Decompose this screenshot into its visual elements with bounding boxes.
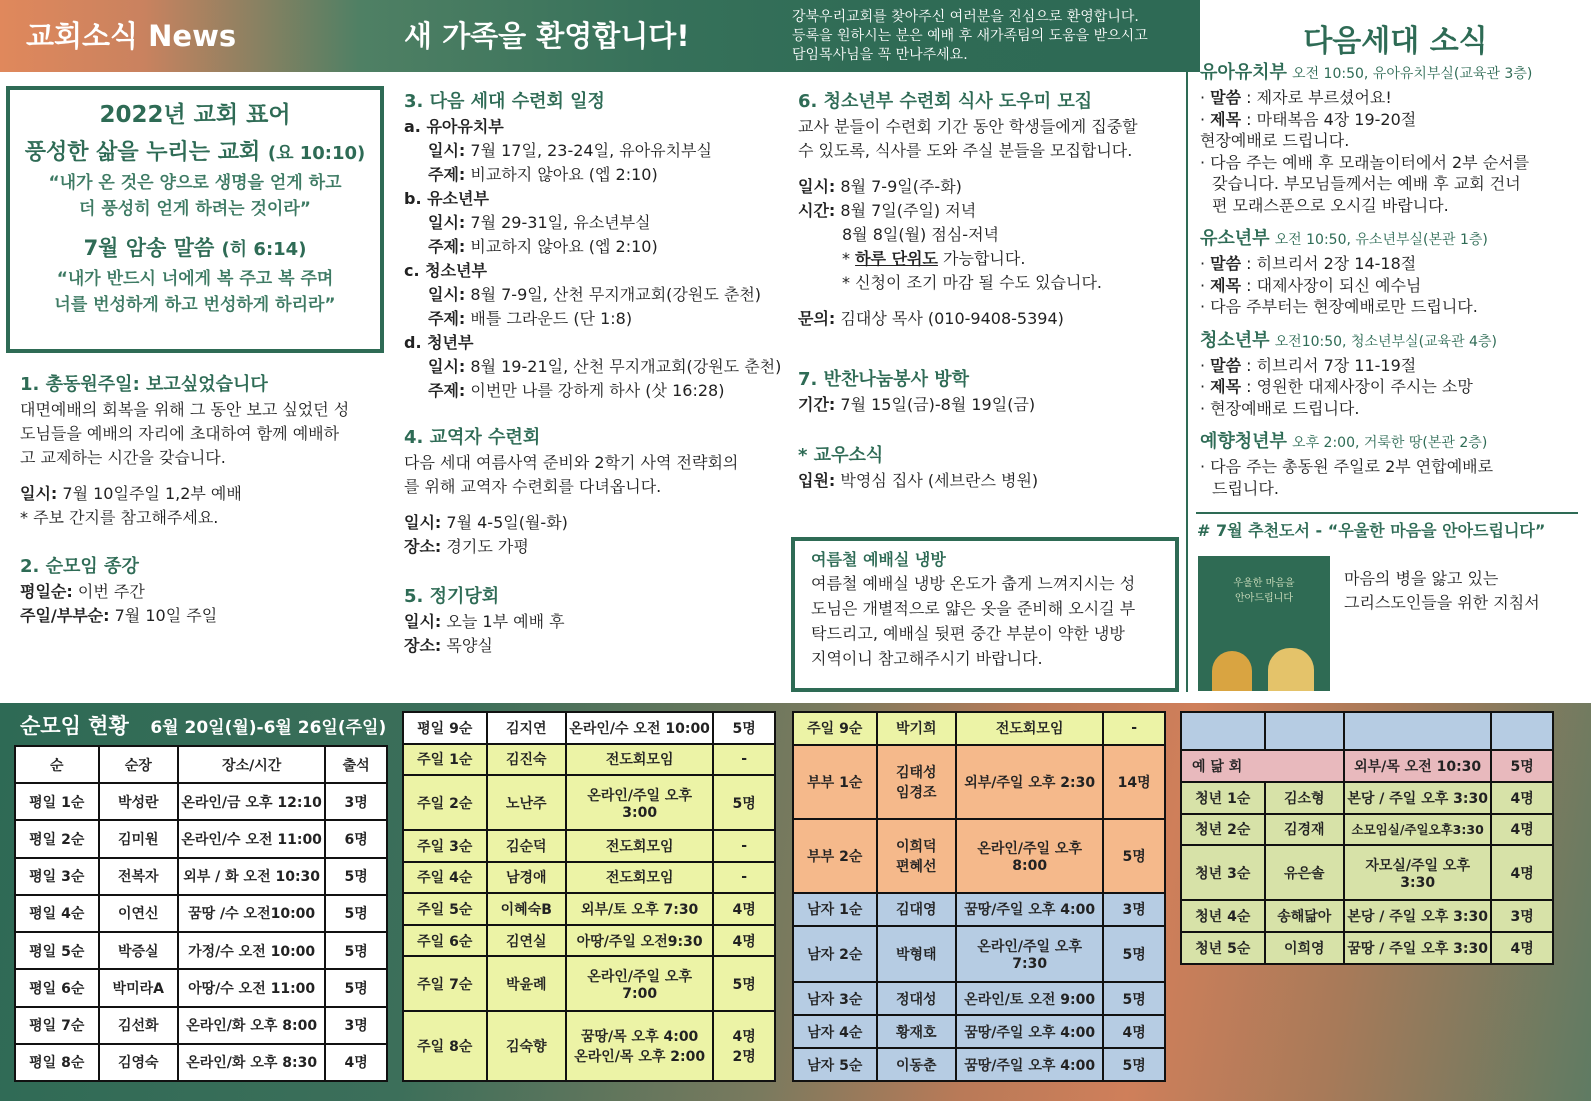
cell-table-sunday (402, 711, 776, 1082)
table-row: 남자 3순 정대성 온라인/토 오전 9:00 5명 (793, 982, 1165, 1015)
next-gen-title: 다음세대 소식 (1303, 24, 1488, 59)
table-row: 주일 9순 박기희 전도회모임 - (793, 712, 1165, 745)
table-row: 평일 9순 김지연 온라인/수 오전 10:00 5명 (403, 712, 775, 744)
column-divider (1186, 72, 1188, 692)
cells-title: 순모임 현황 (20, 714, 129, 738)
cell-table-weekday (14, 745, 388, 1082)
cell-table-young-adults (1180, 711, 1554, 965)
memory-verse: “내가 반드시 너에게 복 주고 복 주며 너를 번성하게 하고 번성하게 하리라” (54, 269, 336, 315)
news-title: 교회소식 News (26, 19, 237, 53)
table-row: 청년 5순 이희영 꿈땅 / 주일 오후 3:30 4명 (1181, 932, 1553, 964)
table-header-row: 순 순장 장소/시간 출석 (15, 746, 387, 783)
infant-title: 유아유치부 (1200, 62, 1287, 83)
table-row: 청년 2순 김경재 소모임실/주일오후3:30 4명 (1181, 814, 1553, 846)
memory-title: 7월 암송 말씀 (83, 236, 215, 260)
motto-verse: “내가 온 것은 양으로 생명을 얻게 하고 더 풍성히 얻게 하려는 것이라” (48, 173, 342, 219)
book-cover-image: 우울한 마음을 안아드립니다 (1198, 556, 1330, 691)
s6-title: 6. 청소년부 수련회 식사 도우미 모집 (798, 91, 1093, 112)
table-row: 남자 2순 박형태 온라인/주일 오후 7:30 5명 (793, 926, 1165, 983)
section-5: 5. 정기당회 일시: 오늘 1부 예배 후 장소: 목양실 (404, 584, 784, 658)
table-row: 주일 7순 박윤례 온라인/주일 오후 7:00 5명 (403, 956, 775, 1011)
welcome-text: 강북우리교회를 찾아주신 여러분을 진심으로 환영합니다. 등록을 원하시는 분은 예배 후 새가족팀의 도움을 받으시고 담임목사님을 꼭 만나주세요. (792, 9, 1148, 63)
table-row: 평일 7순 김선화 온라인/화 오후 8:00 3명 (15, 1007, 387, 1044)
table-row: 예 닮 회 외부/목 오전 10:30 5명 (1181, 750, 1553, 782)
child-title: 유소년부 (1200, 228, 1270, 249)
table-row: 부부 2순 이희덕 편혜선 온라인/주일 오후 8:00 5명 (793, 819, 1165, 893)
s2-title: 2. 순모임 종강 (20, 556, 139, 577)
cells-header (20, 710, 386, 740)
next-gen-section: 유아유치부 오전 10:50, 유아유치부실(교육관 3층) · 말씀 : 제자로 부르셨어요! · 제목 : 마태복음 4장 19-20절 현장예배로 드립니다. · 다음 주는 예배 후 모래놀이터에서 2부 순서를 갖습니다. 부모님들께서는 예배 후 교회 건너 편 모래스푼으로 오시길 바랍니다. 유소년부 오전 10:50, 유소년부실(본관 1층) · 말씀 : 히브리서 2장 14-18절 · 제목 : 대제사장이 되신 예수님 · 다음 주부터는 현장예배로만 드립니다. 청소년부 오전10:50, 청소년부실(교육관 4층) · 말씀 : 히브리서 7장 11-19절 · 제목 : 영원한 대제사장이 주시는 소망 · 현장예배로 드립니다. 예향청년부 오후 2:00, 거룩한 땅(본관 2층) · 다음 주는 총동원 주일로 2부 연합예배로 드립니다. (1200, 62, 1533, 498)
book-description: 마음의 병을 앓고 있는 그리스도인들을 위한 지침서 (1344, 569, 1540, 612)
cell-table-couples-men (792, 711, 1166, 1082)
s5-title: 5. 정기당회 (404, 586, 500, 607)
s7-title: 7. 반찬나눔봉사 방학 (798, 369, 969, 390)
table-row: 주일 6순 김연실 아땅/주일 오전9:30 4명 (403, 925, 775, 957)
table-row: 주일 2순 노난주 온라인/주일 오후 3:00 5명 (403, 775, 775, 830)
table-row: 주일 1순 김진숙 전도회모임 - (403, 744, 775, 776)
table-row: 주일 4순 남경애 전도회모임 - (403, 862, 775, 894)
s4-title: 4. 교역자 수련회 (404, 427, 541, 448)
welcome-title: 새 가족을 환영합니다! (404, 19, 690, 53)
table-row: 평일 3순 전복자 외부 / 화 오전 10:30 5명 (15, 858, 387, 895)
motto-box (6, 86, 384, 353)
ya-title: 예향청년부 (1200, 431, 1287, 452)
section-6: 6. 청소년부 수련회 식사 도우미 모집 교사 분들이 수련회 기간 동안 학생들에게 집중할 수 있도록, 식사를 도와 주실 분들을 모집합니다. 일시: 8월 7-9일(주-화) 시간: 8월 7일(주일) 저녁 8월 8일(월) 점심-저녁 * 하루 단위도 가능합니다. * 신청이 조기 마감 될 수도 있습니다. 문의: 김대상 목사 (010-9408-5394) (798, 89, 1178, 331)
motto-year-title: 2022년 교회 표어 (99, 102, 291, 128)
motto-title: 풍성한 삶을 누리는 교회 (24, 140, 261, 165)
table-row: 평일 6순 박미라A 아땅/수 오전 11:00 5명 (15, 969, 387, 1006)
section-4: 4. 교역자 수련회 다음 세대 여름사역 준비와 2학기 사역 전략회의 를 위해 교역자 수련회를 다녀옵니다. 일시: 7월 4-5일(월-화) 장소: 경기도 가평 (404, 425, 784, 559)
table-row: 주일 5순 이혜숙B 외부/토 오후 7:30 4명 (403, 893, 775, 925)
motto-ref: (요 10:10) (267, 143, 366, 164)
table-row: 평일 4순 이연신 꿈땅 /수 오전10:00 5명 (15, 895, 387, 932)
table-row: 평일 1순 박성란 온라인/금 오후 12:10 3명 (15, 783, 387, 820)
section-8: * 교우소식 입원: 박영심 집사 (세브란스 병원) (798, 443, 1178, 493)
s8-title: * 교우소식 (798, 445, 884, 466)
table-row: 평일 2순 김미원 온라인/수 오전 11:00 6명 (15, 820, 387, 857)
section-3: 3. 다음 세대 수련회 일정 a. 유아유치부 일시: 7월 17일, 23-24일, 유아유치부실 주제: 비교하지 않아요 (엡 2:10) b. 유소년부 일시: 7월 29-31일, 유소년부실 주제: 비교하지 않아요 (엡 2:10) c. 청소년부 일시: 8월 7-9일, 산천 무지개교회(강원도 춘천) 주제: 배틀 그라운드 (단 1:8) d. 청년부 일시: 8월 19-21일, 산천 무지개교회(강원도 춘천) 주제: 이번만 나를 강하게 하사 (삿 16:28) (404, 89, 784, 403)
memory-ref: (히 6:14) (221, 239, 307, 260)
book-divider (1196, 512, 1578, 514)
table-row: 주일 8순 김숙향 꿈땅/목 오후 4:00 온라인/목 오후 2:00 4명 2명 (403, 1011, 775, 1081)
table-row: 남자 5순 이동춘 꿈땅/주일 오후 4:00 5명 (793, 1048, 1165, 1081)
section-2: 2. 순모임 종강 평일순: 이번 주간 주일/부부순: 7월 10일 주일 (20, 554, 385, 628)
section-7: 7. 반찬나눔봉사 방학 기간: 7월 15일(금)-8월 19일(금) (798, 367, 1178, 417)
table-row: 평일 8순 김영숙 온라인/화 오후 8:30 4명 (15, 1044, 387, 1081)
table-row: 부부 1순 김태성 임경조 외부/주일 오후 2:30 14명 (793, 745, 1165, 819)
ac-title: 여름철 예배실 냉방 (811, 550, 946, 569)
s3-title: 3. 다음 세대 수련회 일정 (404, 91, 605, 112)
table-header-row (1181, 712, 1553, 750)
table-row: 평일 5순 박증실 가정/수 오전 10:00 5명 (15, 932, 387, 969)
section-1: 1. 총동원주일: 보고싶었습니다 대면예배의 회복을 위해 그 동안 보고 싶었던 성 도님들을 예배의 자리에 초대하여 함께 예배하 고 교제하는 시간을 갖습니다. 일시: 7월 10일주일 1,2부 예배 * 주보 간지를 참고해주세요. (20, 372, 385, 530)
table-row: 청년 3순 유은솔 자모실/주일 오후 3:30 4명 (1181, 845, 1553, 900)
book-title: # 7월 추천도서 - “우울한 마음을 안아드립니다” (1197, 521, 1546, 540)
table-row: 청년 1순 김소형 본당 / 주일 오후 3:30 4명 (1181, 782, 1553, 814)
youth-title: 청소년부 (1200, 329, 1270, 351)
table-row: 청년 4순 송해닮아 본당 / 주일 오후 3:30 3명 (1181, 900, 1553, 932)
s1-title: 1. 총동원주일: 보고싶었습니다 (20, 374, 268, 395)
table-row: 주일 3순 김순덕 전도회모임 - (403, 830, 775, 862)
table-row: 남자 4순 황재호 꿈땅/주일 오후 4:00 4명 (793, 1015, 1165, 1048)
cells-period: 6월 20일(월)-6월 26일(주일) (150, 718, 387, 738)
table-row: 남자 1순 김대영 꿈땅/주일 오후 4:00 3명 (793, 893, 1165, 926)
ac-notice-box: 여름철 예배실 냉방 여름철 예배실 냉방 온도가 춥게 느껴지시는 성 도님은 개별적으로 얇은 옷을 준비해 오시길 부 탁드리고, 예배실 뒷편 중간 부분이 약한 냉방 지역이니 참고해주시기 바랍니다. (791, 537, 1179, 692)
